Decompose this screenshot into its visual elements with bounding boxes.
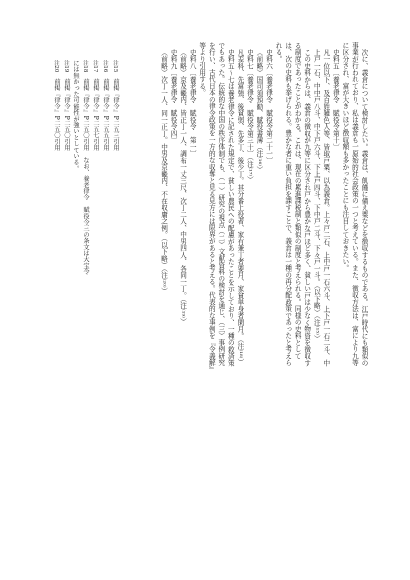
footnote-text: 前掲『律令』P二五三引用 (112, 78, 119, 151)
footnote-number: 注16 (102, 60, 108, 73)
footnote-text: 前掲『律令』P二五〇引用 (63, 78, 70, 151)
source-citation: 史料五〔養老律令 賦役令第十〕 (331, 48, 340, 150)
footnote (61, 60, 71, 280)
source-citation: 史料九〔養老律令 賦役令四〕 (169, 48, 178, 144)
footnote-number: 注17 (92, 60, 98, 73)
source-citation: 史料六〔養老律令 賦役令第二十一〕 (264, 48, 273, 164)
footnotes (51, 60, 120, 280)
paragraph: 史料五〜七は養老律令に記された規定で、貧しい農民への配慮があったことを示しており、一種の救済策でもあった。伝統的な中国の秩序体制でも、（一）研究の視点（二）文献資料の検討を通じ、（三）事例研究を行い、古代日本の律令政策を一方的な収奪と見る見方には限界があると考える。代表的な事例を『令義解』等より引用する。 (197, 42, 235, 370)
footnote (71, 60, 90, 280)
source-quote: （前略）京及畿内、皆正丁一人、調布一丈三尺、次丁二人、中男四人、各同一丁。（注⁽¹⁹⁾） (178, 48, 187, 325)
footnote-number: 注20 (53, 60, 59, 73)
source-quote: （前略）次丁一人、同一正丁。中男及京畿内、不在収庸之例。（以下略）（注⁽²⁰⁾） (159, 48, 168, 295)
paragraph: 次に、義倉について検討したい。義倉は、飢饉に備え粟などを徴収するものである。江戸時代にも類似の事業が行われており、私は義倉も一原始的社会政策の一つと考えている。また、徴収方法は、富により九等に区分され、富が大きいほど徴収額も多かったことにも注目しておきたい。 (340, 42, 368, 366)
footnote-text: 前掲『律令』P二五七引用 (92, 78, 99, 151)
footnote (90, 60, 100, 280)
source-citation: 史料八〔養老律令 賦役令 第一〕 (188, 48, 197, 157)
source-citation: 史料七〔養老律令 賦役令第三十〕（注⁽¹⁷⁾） (245, 48, 254, 183)
footnote-number: 注18 (82, 60, 88, 73)
footnote-number: 注19 (63, 60, 69, 73)
paragraph: この史料からは、義倉の徴収が九等に区分され戸から豊かな戸ほど多く、貧しい戸は少なく物資を徴収する制度であったことがわかる。これは、現在の累進課税制と類似の制度と考えられる。同様の史料としては、次の史料も挙げられる。豊かな者に重い負担を課すことで、義倉は一種の再分配政策であったと考えられる。 (274, 42, 311, 366)
footnote-text: 前掲『律令』P二五五引用 (102, 78, 109, 151)
footnote (100, 60, 110, 280)
source-quote: 凡一位以下、及百姓雑色人等、皆取戸粟、以為義倉。上々戸二石、上中戸一石六斗、上下戸一石二斗、中上戸一石、中中戸八斗、中下戸六斗、下上戸四斗、下中戸二斗、下々戸一斗。（以下略）（注⁽¹⁵⁾） (312, 48, 330, 366)
source-quote: 凡差科、先富強、後貧弱、先多丁、後少丁。其分番上役者、家有兼丁者要月、家貧単身者閑月。（注⁽¹⁸⁾） (235, 48, 244, 365)
footnote (51, 60, 61, 280)
footnote (110, 60, 120, 280)
footnote-number: 注15 (112, 60, 118, 73)
source-quote: （前略）国司須預勧、賦役書簿（注⁽¹⁶⁾） (254, 48, 263, 173)
footnote-text: 前掲『律令』P二五〇引用 (53, 78, 60, 151)
footnote-text: 前掲『律令』P二五〇引用 なお、養老律令 賦役令三の条文は大宝令には無かった可能性が強いとしている。 (72, 60, 89, 275)
